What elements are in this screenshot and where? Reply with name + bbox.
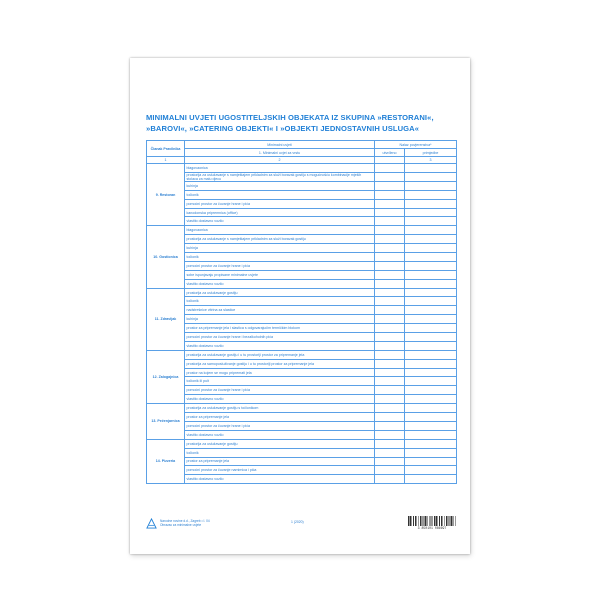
table-row (147, 261, 457, 270)
condition-cell: kanodonska pripremnica (office) (185, 208, 375, 217)
publisher-info (160, 519, 210, 527)
established-cell[interactable] (375, 341, 405, 350)
table-row (147, 217, 457, 226)
condition-cell: prostorija za uslužavanje gostiju s točionikom (185, 404, 375, 413)
remarks-cell[interactable] (405, 377, 457, 386)
established-cell[interactable] (375, 439, 405, 448)
table-row (147, 315, 457, 324)
remarks-cell[interactable] (405, 359, 457, 368)
remarks-cell[interactable] (405, 368, 457, 377)
remarks-cell[interactable] (405, 208, 457, 217)
condition-cell: vlastito dostavno vozilo (185, 395, 375, 404)
remarks-cell[interactable] (405, 164, 457, 173)
established-cell[interactable] (375, 226, 405, 235)
established-cell[interactable] (375, 208, 405, 217)
document-title (146, 113, 456, 134)
table-row (147, 190, 457, 199)
condition-cell: prostorija za uslužavanje s namještajem prikladnim za služi boravak gostiju s mogućnošću kombinacije mješih stolaca za malu djecu (185, 172, 375, 181)
condition-cell: točionik (185, 253, 375, 262)
table-row (147, 430, 457, 439)
established-cell[interactable] (375, 350, 405, 359)
condition-cell: točionik ili pult (185, 377, 375, 386)
table-row (147, 324, 457, 333)
table-row (147, 448, 457, 457)
barcode-bars (408, 516, 456, 526)
condition-cell: pomoćni prostor za čuvanje hrane i pića (185, 421, 375, 430)
condition-cell: kuhinja (185, 181, 375, 190)
table-row (147, 235, 457, 244)
article-number: 9. Restoran (147, 164, 185, 226)
remarks-cell[interactable] (405, 288, 457, 297)
condition-cell: točionik (185, 448, 375, 457)
article-number: 12. Zalogajnica (147, 350, 185, 403)
table-row (147, 404, 457, 413)
condition-cell: kuhinja (185, 244, 375, 253)
barcode-digits: 3 850101 086697 (417, 526, 447, 530)
publisher-logo-icon (146, 518, 157, 529)
condition-cell: točionik (185, 190, 375, 199)
condition-cell: prostor na kojem se mogu pripremati jela (185, 368, 375, 377)
condition-cell: prostor za pripremanje jela (185, 413, 375, 422)
article-number: 14. Pizzeria (147, 439, 185, 483)
established-cell[interactable] (375, 421, 405, 430)
established-cell[interactable] (375, 430, 405, 439)
condition-cell: vlastito dostavno vozilo (185, 475, 375, 484)
table-row (147, 253, 457, 262)
remarks-cell[interactable] (405, 217, 457, 226)
remarks-cell[interactable] (405, 466, 457, 475)
remarks-cell[interactable] (405, 226, 457, 235)
condition-cell: točionik (185, 297, 375, 306)
table-row (147, 244, 457, 253)
remarks-cell[interactable] (405, 297, 457, 306)
column-number-1: 1 (147, 157, 185, 164)
established-cell[interactable] (375, 368, 405, 377)
publisher-line-1: Narodne novine d.d., Zagreb • I. 04 (160, 519, 210, 523)
established-cell[interactable] (375, 457, 405, 466)
table-row (147, 377, 457, 386)
established-cell[interactable] (375, 253, 405, 262)
title-line-1: MINIMALNI UVJETI UGOSTITELJSKIH OBJEKATA IZ SKUPINA »RESTORANI«, (146, 113, 434, 122)
table-row (147, 421, 457, 430)
remarks-cell[interactable] (405, 333, 457, 342)
table-row (147, 413, 457, 422)
remarks-cell[interactable] (405, 279, 457, 288)
condition-cell: vlastito dostavno vozilo (185, 341, 375, 350)
table-row (147, 457, 457, 466)
remarks-cell[interactable] (405, 430, 457, 439)
remarks-cell[interactable] (405, 413, 457, 422)
condition-cell: vlastito dostavno vozilo (185, 217, 375, 226)
condition-cell: prostor za pripremanje jela i slastica s odgovarajućim termičkim blokom (185, 324, 375, 333)
condition-cell: prostorija za uslužavanje gostiju (185, 288, 375, 297)
established-cell[interactable] (375, 288, 405, 297)
condition-cell: prostorija za uslužavanje gostiju i u tu prostoriji prostor za pripremanje jela (185, 350, 375, 359)
established-cell[interactable] (375, 279, 405, 288)
established-cell[interactable] (375, 199, 405, 208)
table-row (147, 306, 457, 315)
table-row (147, 297, 457, 306)
established-cell[interactable] (375, 244, 405, 253)
column-number-blank (375, 157, 405, 164)
condition-cell: nadstrešnice vitrina za slastice (185, 306, 375, 315)
table-row (147, 226, 457, 235)
minimum-conditions-table (146, 140, 457, 484)
table-row (147, 466, 457, 475)
table-row (147, 270, 457, 279)
column-number-2: 2 (185, 157, 375, 164)
remarks-cell[interactable] (405, 386, 457, 395)
form-sheet (130, 58, 470, 554)
established-cell[interactable] (375, 448, 405, 457)
established-cell[interactable] (375, 164, 405, 173)
condition-cell: prostor za pripremanje jela (185, 457, 375, 466)
table-row (147, 359, 457, 368)
header-article: Članak Pravilnika (147, 141, 185, 157)
established-cell[interactable] (375, 172, 405, 181)
condition-cell: sobe ispunjavaju propisane minimalne uvjete (185, 270, 375, 279)
article-number: 11. Zdravljak (147, 288, 185, 350)
table-row (147, 395, 457, 404)
remarks-cell[interactable] (405, 199, 457, 208)
remarks-cell[interactable] (405, 261, 457, 270)
established-cell[interactable] (375, 270, 405, 279)
table-row (147, 341, 457, 350)
remarks-cell[interactable] (405, 235, 457, 244)
established-cell[interactable] (375, 297, 405, 306)
header-established: utvrđeno (375, 149, 405, 157)
remarks-cell[interactable] (405, 341, 457, 350)
condition-cell: pomoćni prostor za čuvanje hrane i pića (185, 386, 375, 395)
established-cell[interactable] (375, 466, 405, 475)
established-cell[interactable] (375, 315, 405, 324)
remarks-cell[interactable] (405, 181, 457, 190)
condition-cell: pomoćni prostor za čuvanje hrane i pića (185, 199, 375, 208)
established-cell[interactable] (375, 333, 405, 342)
condition-cell: vlastito dostavno vozilo (185, 430, 375, 439)
table-row (147, 164, 457, 173)
remarks-cell[interactable] (405, 421, 457, 430)
article-number: 10. Gostionica (147, 226, 185, 288)
established-cell[interactable] (375, 190, 405, 199)
remarks-cell[interactable] (405, 439, 457, 448)
table-row (147, 208, 457, 217)
condition-cell: blagovaonica (185, 226, 375, 235)
remarks-cell[interactable] (405, 395, 457, 404)
remarks-cell[interactable] (405, 475, 457, 484)
remarks-cell[interactable] (405, 306, 457, 315)
condition-cell: vlastito dostavno vozilo (185, 279, 375, 288)
publisher-line-2: Obrazac za minimalne uvjete (160, 523, 202, 527)
remarks-cell[interactable] (405, 244, 457, 253)
remarks-cell[interactable] (405, 172, 457, 181)
table-row (147, 333, 457, 342)
remarks-cell[interactable] (405, 324, 457, 333)
remarks-cell[interactable] (405, 270, 457, 279)
header-condition-for-type: 1. Minimalni uvjet za vrstu (185, 149, 375, 157)
condition-cell: prostorija za uslužavanje gostiju (185, 439, 375, 448)
table-row (147, 181, 457, 190)
remarks-cell[interactable] (405, 315, 457, 324)
table-row (147, 279, 457, 288)
remarks-cell[interactable] (405, 253, 457, 262)
column-number-3: 3 (405, 157, 457, 164)
table-row (147, 386, 457, 395)
established-cell[interactable] (375, 324, 405, 333)
established-cell[interactable] (375, 359, 405, 368)
condition-cell: prostorija za uslužavanje s namještajem prikladnim za služi boravak gostiju (185, 235, 375, 244)
established-cell[interactable] (375, 181, 405, 190)
established-cell[interactable] (375, 261, 405, 270)
established-cell[interactable] (375, 217, 405, 226)
established-cell[interactable] (375, 413, 405, 422)
remarks-cell[interactable] (405, 190, 457, 199)
established-cell[interactable] (375, 235, 405, 244)
remarks-cell[interactable] (405, 457, 457, 466)
established-cell[interactable] (375, 386, 405, 395)
remarks-cell[interactable] (405, 448, 457, 457)
table-row (147, 475, 457, 484)
table-row (147, 199, 457, 208)
remarks-cell[interactable] (405, 404, 457, 413)
established-cell[interactable] (375, 395, 405, 404)
table-row (147, 288, 457, 297)
condition-cell: pomoćni prostor za čuvanje hrane i bezalkoholnih pića (185, 333, 375, 342)
condition-cell: prostorija za samoposluživanje gostiju i u tu prostoriji prostor za pripremanje jela (185, 359, 375, 368)
title-line-2: »BAROVI«, »CATERING OBJEKTI« I »OBJEKTI JEDNOSTAVNIH USLUGA« (146, 123, 420, 133)
established-cell[interactable] (375, 377, 405, 386)
form-footer (146, 516, 456, 534)
remarks-cell[interactable] (405, 350, 457, 359)
table-row (147, 172, 457, 181)
condition-cell: pomoćni prostor za čuvanje namirnica i pića (185, 466, 375, 475)
header-commission-findings: Nalaz povjerenstva* (375, 141, 457, 149)
condition-cell: pomoćni prostor za čuvanje hrane i pića (185, 261, 375, 270)
established-cell[interactable] (375, 475, 405, 484)
article-number: 13. Pečenjarnica (147, 404, 185, 440)
table-row (147, 368, 457, 377)
condition-cell: blagovaonica (185, 164, 375, 173)
form-code: 1 (2020) (291, 520, 304, 524)
header-minimum-conditions: Minimalni uvjeti (185, 141, 375, 149)
condition-cell: kuhinja (185, 315, 375, 324)
table-row (147, 439, 457, 448)
established-cell[interactable] (375, 404, 405, 413)
established-cell[interactable] (375, 306, 405, 315)
header-remarks: primjedbe (405, 149, 457, 157)
barcode (408, 516, 456, 530)
table-row (147, 350, 457, 359)
